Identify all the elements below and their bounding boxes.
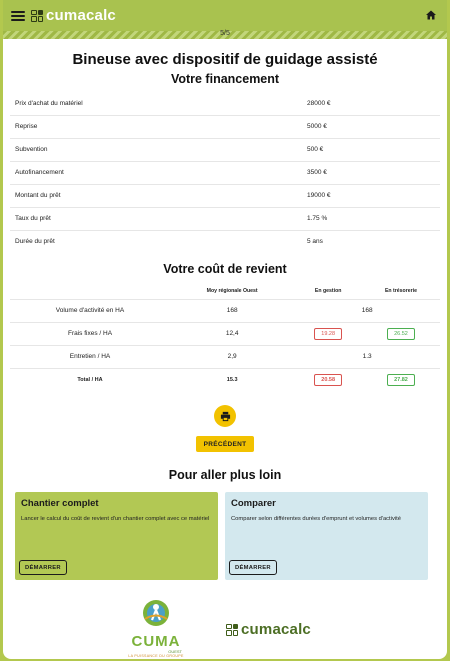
table-row (10, 299, 440, 322)
row-value: 500 € (307, 138, 440, 161)
cout-title: Votre coût de revient (163, 262, 287, 276)
row-value: 28000 € (307, 92, 440, 115)
row-value: 5000 € (307, 115, 440, 138)
more-cards (3, 492, 447, 580)
print-button[interactable] (214, 405, 236, 427)
cell-moy: 12,4 (170, 322, 294, 345)
cuma-name: CUMA (131, 633, 181, 650)
row-label: Durée du prêt (15, 238, 55, 246)
cell-tresorerie (362, 368, 440, 391)
app-window (3, 0, 447, 659)
cumacalc-logo-icon (31, 10, 43, 22)
column-header (10, 283, 170, 299)
table-row (10, 345, 440, 368)
more-section-title: Pour aller plus loin (168, 468, 282, 482)
row-label: Frais fixes / HA (10, 322, 170, 345)
card-title: Comparer (231, 498, 276, 509)
table-row (10, 138, 440, 161)
cuma-tagline: LA PUISSANCE DU GROUPE (128, 654, 184, 658)
table-row (10, 184, 440, 207)
app-header (3, 0, 447, 31)
value-chip-tresorerie: 26.52 (387, 328, 415, 340)
row-label: Reprise (10, 115, 307, 138)
row-value: 3500 € (307, 161, 440, 184)
home-icon[interactable] (425, 9, 437, 21)
row-label: Total / HA (10, 368, 170, 391)
partner-logos (3, 598, 447, 659)
column-header-tresorerie: En trésorerie (384, 287, 417, 294)
card-chantier-complet (15, 492, 218, 580)
cell-gestion (294, 368, 362, 391)
cumacalc-footer-logo[interactable] (226, 621, 311, 638)
card-description: Comparer selon différentes durées d'emprunt et volumes d'activité (231, 516, 401, 522)
value-chip-tresorerie: 27.82 (387, 374, 415, 386)
step-counter: 5/5 (220, 30, 230, 37)
previous-button[interactable]: PRÉCÉDENT (196, 436, 254, 452)
column-header-moy: Moy régionale Ouest (206, 287, 258, 294)
brand-name: cumacalc (46, 7, 116, 24)
row-label: Montant du prêt (10, 184, 307, 207)
cell-moy: 168 (170, 299, 294, 322)
cumacalc-logo-icon (226, 624, 238, 636)
page-title: Bineuse avec dispositif de guidage assisté (72, 51, 378, 68)
table-row (10, 207, 440, 230)
row-value: 5 ans (307, 238, 323, 246)
brand-logo[interactable] (31, 7, 116, 24)
financement-table (10, 92, 440, 253)
row-label: Volume d'activité en HA (10, 299, 170, 322)
start-comparer-button[interactable]: DÉMARRER (229, 560, 277, 575)
row-label: Prix d'achat du matériel (10, 92, 307, 115)
card-comparer (225, 492, 428, 580)
table-header-row (10, 283, 440, 299)
printer-icon (220, 411, 231, 422)
cuma-emblem-icon (141, 598, 171, 628)
cuma-ouest-logo[interactable] (124, 598, 188, 659)
card-title: Chantier complet (21, 498, 99, 509)
cell-gestion (294, 322, 362, 345)
row-label: Taux du prêt (10, 207, 307, 230)
cell-moy: 2,9 (170, 345, 294, 368)
value-chip-gestion: 19.28 (314, 328, 342, 340)
start-chantier-button[interactable]: DÉMARRER (19, 560, 67, 575)
row-value: 19000 € (307, 184, 440, 207)
card-description: Lancer le calcul du coût de revient d'un chantier complet avec ce matériel (21, 516, 210, 522)
cell-moy: 15.3 (170, 368, 294, 391)
step-progress-bar (3, 31, 447, 39)
row-value: 1.75 % (307, 207, 440, 230)
hamburger-menu-icon[interactable] (11, 11, 25, 21)
value-chip-gestion: 20.58 (314, 374, 342, 386)
financement-title: Votre financement (170, 72, 280, 86)
table-row (10, 161, 440, 184)
row-label: Subvention (10, 138, 307, 161)
row-label: Autofinancement (10, 161, 307, 184)
cell-shared: 1.3 (294, 345, 440, 368)
cell-tresorerie (362, 322, 440, 345)
cell-shared: 168 (294, 299, 440, 322)
column-header-gestion: En gestion (314, 287, 342, 294)
row-label: Entretien / HA (10, 345, 170, 368)
cuma-region: OUEST (168, 649, 182, 654)
table-row (10, 230, 440, 253)
table-row (10, 115, 440, 138)
table-row-total (10, 368, 440, 391)
table-row (10, 322, 440, 345)
table-row (10, 92, 440, 115)
cout-table (10, 283, 440, 391)
cumacalc-footer-name: cumacalc (241, 621, 311, 638)
